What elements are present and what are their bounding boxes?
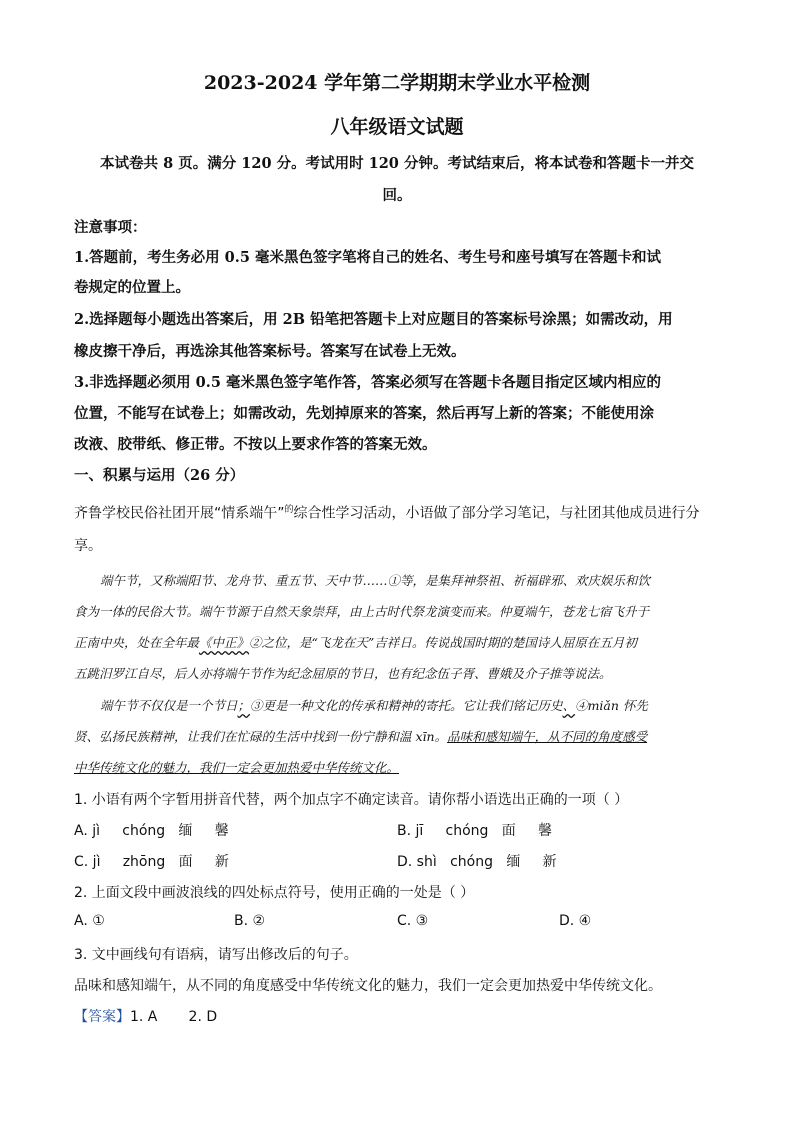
- exam-subtitle: 八年级语文试题: [330, 116, 464, 138]
- question-1-option-d: D. shì chóng 缅 新: [397, 854, 557, 870]
- p2-l2-underlined: 品味和感知端午，从不同的角度感受: [447, 729, 648, 744]
- question-2-option-a: A. ①: [74, 913, 105, 929]
- answer-value: 1. A 2. D: [130, 1009, 218, 1025]
- p1-l3-a: 正南中央，处在全年最: [74, 635, 200, 650]
- p2-l1-wavy-mark-3: ；: [237, 698, 251, 713]
- notice-item-2-line-2: 橡皮擦干净后，再选涂其他答案标号。答案写在试卷上无效。: [74, 343, 466, 360]
- exam-title: 2023-2024 学年第二学期期末学业水平检测: [203, 72, 591, 94]
- answer-row: [74, 1006, 217, 1026]
- notice-item-1-line-2: 卷规定的位置上。: [74, 279, 190, 296]
- notice-item-1-line-1: 1.答题前，考生务必用 0.5 毫米黑色签字笔将自己的姓名、考生号和座号填写在答题卡和试: [74, 249, 661, 266]
- notice-item-3-line-3: 改液、胶带纸、修正带。不按以上要求作答的答案无效。: [74, 436, 437, 453]
- question-1-option-c: C. jì zhōng 面 新: [74, 854, 229, 870]
- notice-item-3-line-1: 3.非选择题必须用 0.5 毫米黑色签字笔作答，答案必须写在答题卡各题目指定区域内相应的: [74, 374, 661, 391]
- question-1-option-b: B. jī chóng 面 馨: [397, 823, 553, 839]
- question-3-stem: 3. 文中画线句有语病，请写出修改后的句子。: [74, 947, 358, 963]
- p2-l2-a: 贤、弘扬民族精神，让我们在忙碌的生活中找到一份宁静和温 xīn。: [74, 729, 448, 744]
- intro-line-2: 回。: [382, 187, 412, 204]
- p2-l1-c: ③更是一种文化的传承和精神的寄托。它让我们铭记历史: [250, 698, 563, 713]
- section-1-lead-line-2: 享。: [74, 538, 102, 554]
- passage-p1-line-2: 食为一体的民俗大节。端午节源于自然天象崇拜，由上古时代祭龙演变而来。仲夏端午，苍龙七宿飞升于: [74, 604, 650, 619]
- passage-p2-line-2: [74, 727, 647, 745]
- p1-l3-wavy-mark: 《中正》: [199, 635, 250, 650]
- p2-l1-e: ④miǎn 怀先: [575, 698, 648, 713]
- question-1-option-a: A. jì chóng 缅 馨: [74, 823, 229, 839]
- question-2-option-d: D. ④: [559, 913, 592, 929]
- p2-l1-a: 端午节不仅仅是一个节日: [100, 698, 238, 713]
- question-2-option-b: B. ②: [234, 913, 266, 929]
- passage-p1-line-1: 端午节，又称端阳节、龙舟节、重五节、天中节……①等，是集拜神祭祖、祈福辟邪、欢庆娱乐和饮: [100, 573, 651, 588]
- notice-heading: 注意事项：: [74, 219, 147, 236]
- p2-l1-wavy-mark-4: 、: [562, 698, 576, 713]
- p1-l3-c: ②之位，是“飞龙在天”吉祥日。传说战国时期的楚国诗人屈原在五月初: [249, 635, 637, 650]
- question-2-option-c: C. ③: [397, 913, 429, 929]
- question-3-sentence: 品味和感知端午，从不同的角度感受中华传统文化的魅力，我们一定会更加热爱中华传统文化。: [74, 978, 662, 994]
- notice-item-2-line-1: 2.选择题每小题选出答案后，用 2B 铅笔把答题卡上对应题目的答案标号涂黑；如需改动，用: [74, 311, 673, 328]
- question-2-stem: 2. 上面文段中画波浪线的四处标点符号，使用正确的一处是（ ）: [74, 885, 475, 901]
- lead-mark: 的: [284, 505, 294, 515]
- lead-text-a: 齐鲁学校民俗社团开展“情系端午”: [74, 505, 285, 522]
- lead-text-b: 综合性学习活动，小语做了部分学习笔记，与社团其他成员进行分: [293, 505, 700, 522]
- section-1-lead-line-1: [74, 502, 700, 523]
- passage-p1-line-3: [74, 633, 637, 651]
- notice-item-3-line-2: 位置，不能写在试卷上；如需改动，先划掉原来的答案，然后再写上新的答案；不能使用涂: [74, 405, 654, 422]
- passage-p2-line-1: [100, 696, 648, 714]
- section-1-heading: 一、积累与运用（26 分）: [74, 467, 245, 484]
- intro-line-1: 本试卷共 8 页。满分 120 分。考试用时 120 分钟。考试结束后，将本试卷和答题卡一并交: [100, 155, 694, 172]
- passage-p1-line-4: 五跳汨罗江自尽，后人亦将端午节作为纪念屈原的节日，也有纪念伍子胥、曹娥及介子推等说法。: [74, 666, 612, 681]
- question-1-stem: 1. 小语有两个字暂用拼音代替，两个加点字不确定读音。请你帮小语选出正确的一项（ ）: [74, 792, 629, 808]
- answer-label: 【答案】: [74, 1009, 130, 1025]
- passage-p2-line-3-underlined: 中华传统文化的魅力，我们一定会更加热爱中华传统文化。: [74, 760, 400, 775]
